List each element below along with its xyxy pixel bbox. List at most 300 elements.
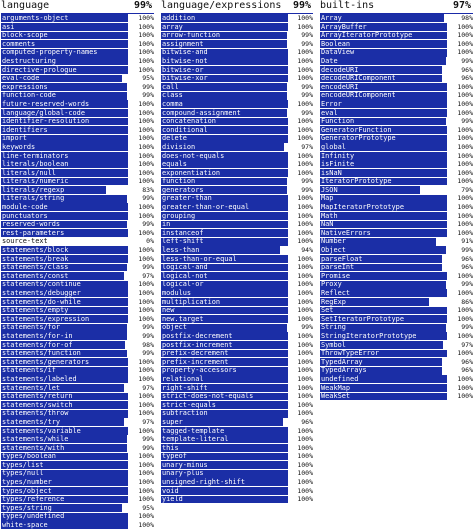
test-suite-name: ArrayBuffer — [321, 22, 367, 31]
test-result-row[interactable] — [1, 66, 154, 75]
test-result-row[interactable] — [320, 74, 473, 83]
test-result-row[interactable] — [161, 418, 313, 427]
pass-rate-value: 100% — [297, 426, 313, 435]
test-result-row[interactable] — [161, 487, 313, 496]
column-total-percent: 99% — [133, 0, 152, 11]
test-result-row[interactable] — [1, 134, 154, 143]
test-result-row[interactable] — [320, 66, 473, 75]
test-result-row[interactable] — [320, 237, 473, 246]
test-result-row[interactable] — [1, 263, 154, 272]
test-result-row[interactable] — [161, 117, 313, 126]
test-result-row[interactable] — [1, 194, 154, 203]
test-result-row[interactable] — [1, 409, 154, 418]
test-result-row[interactable] — [1, 280, 154, 289]
test-suite-name: function — [162, 177, 196, 186]
pass-rate-value: 100% — [297, 357, 313, 366]
test-suite-name: greater-than-or-equal — [162, 203, 250, 212]
test-suite-name: statements/throw — [2, 409, 69, 418]
test-result-row[interactable] — [1, 504, 154, 513]
test-suite-name: logical-and — [162, 263, 208, 272]
pass-rate-value: 100% — [138, 400, 154, 409]
test-result-row[interactable] — [161, 384, 313, 393]
test-result-row[interactable] — [1, 461, 154, 470]
test-result-row[interactable] — [161, 263, 313, 272]
test-result-row[interactable] — [1, 358, 154, 367]
test-suite-name: NaN — [321, 220, 334, 229]
pass-rate-value: 100% — [138, 14, 154, 22]
test-result-row[interactable] — [320, 14, 473, 23]
test-result-row[interactable] — [320, 384, 473, 393]
pass-rate-value: 100% — [297, 306, 313, 315]
test-suite-name: literals/numeric — [2, 177, 69, 186]
test-result-row[interactable] — [1, 315, 154, 324]
test-suite-name: statements/for-of — [2, 340, 73, 349]
test-result-row[interactable] — [161, 57, 313, 66]
test-result-row[interactable] — [161, 74, 313, 83]
test-result-row[interactable] — [320, 109, 473, 118]
pass-rate-value: 100% — [457, 134, 473, 143]
test-result-row[interactable] — [161, 169, 313, 178]
pass-rate-value: 100% — [297, 22, 313, 31]
pass-rate-value: 79% — [461, 185, 473, 194]
pass-rate-value: 100% — [457, 177, 473, 186]
test-result-row[interactable] — [161, 126, 313, 135]
test-result-row[interactable] — [1, 100, 154, 109]
test-result-row[interactable] — [161, 186, 313, 195]
test-result-row[interactable] — [320, 358, 473, 367]
test-result-row[interactable] — [161, 478, 313, 487]
pass-rate-value: 100% — [297, 349, 313, 358]
test-suite-name: literals/string — [2, 194, 65, 203]
test-result-row[interactable] — [320, 169, 473, 178]
test-result-row[interactable] — [1, 40, 154, 49]
test-result-row[interactable] — [161, 66, 313, 75]
test-result-row[interactable] — [161, 177, 313, 186]
test-result-row[interactable] — [320, 341, 473, 350]
test-suite-name: statements/do-while — [2, 297, 81, 306]
test-result-row[interactable] — [320, 186, 473, 195]
pass-rate-value: 100% — [457, 108, 473, 117]
test-result-row[interactable] — [161, 349, 313, 358]
test-result-row[interactable] — [1, 152, 154, 161]
test-result-row[interactable] — [320, 255, 473, 264]
pass-rate-value: 99% — [461, 117, 473, 126]
pass-rate-value: 100% — [297, 271, 313, 280]
pass-rate-value: 100% — [138, 521, 154, 530]
test-result-row[interactable] — [161, 194, 313, 203]
test-result-row[interactable] — [1, 109, 154, 118]
pass-rate-value: 100% — [297, 99, 313, 108]
test-result-row[interactable] — [161, 435, 313, 444]
test-result-row[interactable] — [161, 212, 313, 221]
pass-rate-value: 99% — [301, 91, 313, 100]
pass-rate-value: 100% — [297, 435, 313, 444]
test-result-row[interactable] — [1, 332, 154, 341]
test-suite-name: Date — [321, 56, 338, 65]
test-result-row[interactable] — [1, 255, 154, 264]
test-result-row[interactable] — [161, 83, 313, 92]
test-suite-name: division — [162, 142, 196, 151]
test-result-row[interactable] — [161, 392, 313, 401]
test-suite-name: Boolean — [321, 39, 351, 48]
test-suite-name: bitwise-not — [162, 56, 208, 65]
test-result-row[interactable] — [1, 143, 154, 152]
test-suite-name: statements/variable — [2, 426, 81, 435]
test-suite-name: property-accessors — [162, 366, 237, 375]
test-result-row[interactable] — [161, 220, 313, 229]
pass-rate-value: 96% — [461, 357, 473, 366]
test-suite-name: less-than — [162, 246, 200, 255]
test-suite-name: RegExp — [321, 297, 346, 306]
test-result-row[interactable] — [1, 186, 154, 195]
pass-rate-value: 100% — [457, 383, 473, 392]
test-result-list — [320, 14, 473, 401]
pass-rate-value: 100% — [138, 203, 154, 212]
test-result-row[interactable] — [320, 57, 473, 66]
test-result-row[interactable] — [161, 14, 313, 23]
test-suite-name: import — [2, 134, 27, 143]
test-result-row[interactable] — [1, 237, 154, 246]
test-result-row[interactable] — [161, 31, 313, 40]
test-result-row[interactable] — [320, 306, 473, 315]
test-result-row[interactable] — [320, 375, 473, 384]
pass-rate-value: 99% — [142, 349, 154, 358]
pass-rate-value: 100% — [138, 460, 154, 469]
pass-rate-value: 99% — [301, 323, 313, 332]
test-suite-name: Object — [321, 246, 346, 255]
test-result-row[interactable] — [161, 298, 313, 307]
pass-rate-value: 100% — [138, 246, 154, 255]
test-result-row[interactable] — [1, 366, 154, 375]
pass-rate-value: 100% — [297, 237, 313, 246]
test-result-row[interactable] — [320, 280, 473, 289]
category-column-built-ins — [320, 0, 473, 401]
test-result-row[interactable] — [161, 469, 313, 478]
test-result-row[interactable] — [1, 435, 154, 444]
test-result-row[interactable] — [320, 126, 473, 135]
test-suite-name: ArrayIteratorPrototype — [321, 31, 413, 40]
test-result-row[interactable] — [1, 229, 154, 238]
test-suite-name: compound-assignment — [162, 108, 241, 117]
pass-rate-value: 100% — [297, 117, 313, 126]
pass-rate-value: 97% — [301, 142, 313, 151]
test-result-row[interactable] — [161, 23, 313, 32]
pass-rate-value: 100% — [457, 31, 473, 40]
test-result-row[interactable] — [1, 169, 154, 178]
test-suite-name: statements/while — [2, 435, 69, 444]
test-suite-name: Infinity — [321, 151, 355, 160]
test-result-row[interactable] — [161, 323, 313, 332]
test-result-row[interactable] — [1, 289, 154, 298]
test-result-row[interactable] — [1, 349, 154, 358]
test-result-row[interactable] — [1, 469, 154, 478]
test-suite-name: IteratorPrototype — [321, 177, 392, 186]
test-result-row[interactable] — [1, 83, 154, 92]
pass-rate-value: 100% — [457, 39, 473, 48]
test-result-row[interactable] — [161, 409, 313, 418]
test-result-row[interactable] — [161, 427, 313, 436]
test-result-row[interactable] — [1, 203, 154, 212]
test-result-row[interactable] — [1, 306, 154, 315]
test-result-row[interactable] — [1, 495, 154, 504]
test-result-row[interactable] — [1, 74, 154, 83]
test-result-row[interactable] — [320, 263, 473, 272]
test-result-row[interactable] — [161, 461, 313, 470]
test-result-row[interactable] — [320, 246, 473, 255]
test-result-row[interactable] — [320, 160, 473, 169]
test-suite-name: Set — [321, 306, 334, 315]
test-suite-name: future-reserved-words — [2, 99, 90, 108]
test-result-row[interactable] — [161, 246, 313, 255]
test-suite-name: asi — [2, 22, 15, 31]
test-result-row[interactable] — [161, 143, 313, 152]
pass-rate-value: 96% — [461, 65, 473, 74]
pass-rate-value: 100% — [457, 289, 473, 297]
test-result-row[interactable] — [161, 366, 313, 375]
test-result-row[interactable] — [320, 366, 473, 375]
test-suite-name: does-not-equals — [162, 151, 225, 160]
test-result-row[interactable] — [320, 48, 473, 57]
test-result-row[interactable] — [161, 358, 313, 367]
pass-rate-value: 99% — [301, 31, 313, 40]
pass-rate-value: 100% — [297, 14, 313, 22]
test-result-row[interactable] — [320, 315, 473, 324]
test-suite-name: conditional — [162, 125, 208, 134]
test-suite-name: this — [162, 443, 179, 452]
test-result-row[interactable] — [1, 298, 154, 307]
test-result-row[interactable] — [320, 117, 473, 126]
test-result-row[interactable] — [161, 100, 313, 109]
pass-rate-value: 100% — [297, 56, 313, 65]
column-header — [320, 0, 473, 14]
test-result-row[interactable] — [1, 384, 154, 393]
test-result-row[interactable] — [1, 341, 154, 350]
test-result-row[interactable] — [161, 306, 313, 315]
test-suite-name: arrow-function — [162, 31, 221, 40]
pass-rate-value: 99% — [301, 185, 313, 194]
test-result-row[interactable] — [161, 48, 313, 57]
test-result-row[interactable] — [320, 229, 473, 238]
test-result-row[interactable] — [161, 229, 313, 238]
test-result-row[interactable] — [161, 332, 313, 341]
test-suite-name: generators — [162, 185, 204, 194]
test-suite-name: yield — [162, 495, 183, 504]
test-suite-name: function-code — [2, 91, 56, 100]
test-result-row[interactable] — [320, 152, 473, 161]
test-result-row[interactable] — [1, 521, 154, 530]
test-result-row[interactable] — [161, 255, 313, 264]
test-result-row[interactable] — [1, 220, 154, 229]
pass-rate-value: 99% — [142, 263, 154, 272]
pass-rate-value: 99% — [461, 246, 473, 255]
pass-rate-value: 100% — [138, 65, 154, 74]
test-suite-name: literals/regexp — [2, 185, 65, 194]
test-result-row[interactable] — [161, 315, 313, 324]
test-result-row[interactable] — [1, 57, 154, 66]
test-suite-name: comma — [162, 99, 183, 108]
test-suite-name: MapIteratorPrototype — [321, 203, 404, 212]
test-suite-name: logical-not — [162, 271, 208, 280]
test-result-row[interactable] — [1, 323, 154, 332]
test-suite-name: isFinite — [321, 160, 355, 169]
test-result-row[interactable] — [161, 289, 313, 298]
test-result-row[interactable] — [161, 341, 313, 350]
test-suite-name: exponentiation — [162, 168, 221, 177]
test-result-row[interactable] — [161, 237, 313, 246]
test-result-row[interactable] — [1, 444, 154, 453]
test-result-row[interactable] — [161, 160, 313, 169]
test-suite-name: template-literal — [162, 435, 229, 444]
test-suite-name: statements/const — [2, 271, 69, 280]
test-result-row[interactable] — [1, 246, 154, 255]
test-result-row[interactable] — [1, 14, 154, 23]
test-suite-name: parseInt — [321, 263, 355, 272]
test-result-row[interactable] — [1, 487, 154, 496]
pass-rate-value: 100% — [297, 392, 313, 401]
pass-rate-value: 0% — [146, 237, 154, 246]
pass-rate-value: 100% — [457, 306, 473, 315]
pass-rate-value: 100% — [297, 125, 313, 134]
test-suite-name: typeof — [162, 452, 187, 461]
test-suite-name: bitwise-and — [162, 48, 208, 57]
test-suite-name: statements/return — [2, 392, 73, 401]
test-result-row[interactable] — [320, 134, 473, 143]
test-result-row[interactable] — [161, 452, 313, 461]
test-result-row[interactable] — [320, 23, 473, 32]
test-result-row[interactable] — [1, 23, 154, 32]
pass-rate-value: 99% — [301, 177, 313, 186]
test-result-row[interactable] — [161, 401, 313, 410]
test-result-row[interactable] — [1, 91, 154, 100]
test-result-row[interactable] — [320, 177, 473, 186]
test-result-row[interactable] — [320, 272, 473, 281]
pass-rate-value: 100% — [297, 400, 313, 409]
pass-rate-value: 100% — [138, 297, 154, 306]
test-result-row[interactable] — [161, 280, 313, 289]
pass-rate-value: 100% — [138, 125, 154, 134]
test-result-row[interactable] — [320, 40, 473, 49]
test-result-row[interactable] — [161, 152, 313, 161]
test-result-row[interactable] — [320, 143, 473, 152]
test-result-row[interactable] — [161, 203, 313, 212]
test-suite-name: class — [162, 91, 183, 100]
test-suite-name: right-shift — [162, 383, 208, 392]
test-suite-name: statements/function — [2, 349, 81, 358]
test-result-row[interactable] — [320, 220, 473, 229]
pass-rate-value: 100% — [457, 48, 473, 57]
test-result-row[interactable] — [1, 31, 154, 40]
column-title: language — [1, 0, 50, 11]
test-result-row[interactable] — [1, 375, 154, 384]
pass-rate-value: 100% — [138, 306, 154, 315]
test-result-row[interactable] — [320, 203, 473, 212]
test-result-row[interactable] — [1, 212, 154, 221]
test-result-row[interactable] — [161, 444, 313, 453]
test-result-row[interactable] — [1, 160, 154, 169]
test-suite-name: DataView — [321, 48, 355, 57]
pass-rate-value: 100% — [138, 357, 154, 366]
test-result-row[interactable] — [161, 495, 313, 504]
test-result-row[interactable] — [161, 109, 313, 118]
test-suite-name: in — [162, 220, 171, 229]
pass-rate-value: 96% — [461, 263, 473, 272]
test-result-row[interactable] — [320, 83, 473, 92]
test-suite-name: Function — [321, 117, 355, 126]
pass-rate-value: 96% — [461, 74, 473, 83]
test-result-row[interactable] — [320, 332, 473, 341]
test-suite-name: greater-than — [162, 194, 212, 203]
test-suite-name: line-terminators — [2, 151, 69, 160]
test-suite-name: literals/boolean — [2, 160, 69, 169]
test-result-row[interactable] — [161, 91, 313, 100]
test-result-row[interactable] — [320, 212, 473, 221]
pass-rate-value: 100% — [297, 340, 313, 349]
test-result-row[interactable] — [161, 375, 313, 384]
pass-rate-value: 100% — [457, 194, 473, 203]
test-result-row[interactable] — [161, 272, 313, 281]
test-result-row[interactable] — [320, 289, 473, 298]
pass-rate-value: 100% — [138, 228, 154, 237]
test-suite-name: reserved-words — [2, 220, 61, 229]
test-result-row[interactable] — [161, 134, 313, 143]
test-result-row[interactable] — [1, 177, 154, 186]
test-result-row[interactable] — [320, 392, 473, 401]
test-suite-name: unary-plus — [162, 469, 204, 478]
pass-rate-value: 100% — [138, 117, 154, 126]
test-result-row[interactable] — [1, 418, 154, 427]
test-result-row[interactable] — [1, 126, 154, 135]
test-suite-name: statements/switch — [2, 400, 73, 409]
test-result-row[interactable] — [1, 478, 154, 487]
test-result-row[interactable] — [320, 349, 473, 358]
test-result-row[interactable] — [320, 194, 473, 203]
test-result-row[interactable] — [320, 91, 473, 100]
test-suite-name: logical-or — [162, 280, 204, 289]
test-suite-name: WeakSet — [321, 392, 351, 401]
test-suite-name: grouping — [162, 211, 196, 220]
pass-rate-value: 100% — [457, 314, 473, 323]
test-result-row[interactable] — [1, 512, 154, 521]
test-suite-name: language/global-code — [2, 108, 85, 117]
pass-rate-value: 99% — [301, 82, 313, 91]
column-title: language/expressions — [161, 0, 282, 11]
test-suite-name: JSON — [321, 185, 338, 194]
pass-rate-value: 100% — [138, 142, 154, 151]
test-result-row[interactable] — [1, 272, 154, 281]
test-result-row[interactable] — [1, 392, 154, 401]
test-suite-name: GeneratorPrototype — [321, 134, 396, 143]
pass-rate-value: 98% — [142, 340, 154, 349]
test-result-row[interactable] — [320, 100, 473, 109]
test-result-row[interactable] — [1, 48, 154, 57]
column-total-percent: 97% — [452, 0, 471, 11]
test-result-row[interactable] — [1, 452, 154, 461]
test-result-row[interactable] — [320, 31, 473, 40]
test-result-row[interactable] — [320, 323, 473, 332]
test-suite-name: types/string — [2, 503, 52, 512]
test-suite-name: strict-equals — [162, 400, 216, 409]
test-suite-name: object — [162, 323, 187, 332]
test-result-row[interactable] — [1, 401, 154, 410]
test-result-row[interactable] — [1, 117, 154, 126]
test-result-row[interactable] — [1, 427, 154, 436]
test-suite-name: unary-minus — [162, 460, 208, 469]
test-result-row[interactable] — [320, 298, 473, 307]
test-result-row[interactable] — [161, 40, 313, 49]
pass-rate-value: 100% — [297, 452, 313, 461]
pass-rate-value: 100% — [457, 228, 473, 237]
test-suite-name: Promise — [321, 271, 351, 280]
